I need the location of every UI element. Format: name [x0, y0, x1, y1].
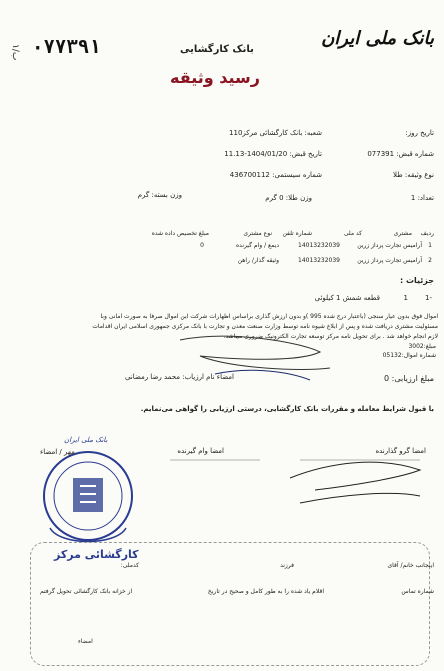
system-number: شماره سیستمی: 436700112 [229, 171, 322, 179]
details-line-2: مسئولیت مشتری دریافت شده و پس از ابلاغ شیوه نامه توسط وزارت صنعت معدن و تجارت با بانک مرکزی جمهوری اسلامی ایران اقدامات [92, 323, 438, 330]
col-row: ردیف [420, 230, 434, 237]
amount-field: مبلغ:3002 [408, 343, 436, 350]
branch-field: شعبه: بانک کارگشائی مرکز110 [229, 129, 322, 137]
item-description: قطعه شمش 1 کیلوئی [314, 294, 380, 302]
row-national-code: 14013232039 [298, 242, 340, 249]
pledgor-signature-label: امضا گرو گذارنده [375, 447, 426, 455]
package-weight: وزن بسته: گرم [137, 191, 182, 199]
item-quantity: 1 [403, 294, 408, 302]
row-index: 1 [428, 242, 432, 249]
stamp-caption: کارگشائی مرکز [54, 548, 139, 561]
stamp-top-text: بانک ملی ایران [64, 436, 108, 444]
receipt-line-1-a: اینجانب خانم/ آقای [387, 562, 434, 569]
receipt-date: تاریخ قبض: 1404/01/20-11.13 [224, 150, 322, 158]
bank-stamp [40, 448, 136, 552]
date-label: تاریخ روز: [405, 129, 434, 137]
row-customer-type: دیمع / وام گیرنده [236, 242, 279, 249]
receipt-line-2-a: شماره تماس [401, 588, 434, 595]
stamp-signature-label: مهر / امضاء [40, 448, 75, 456]
col-amount: مبلغ تخصیص داده شده [151, 230, 209, 237]
gold-weight: وزن طلا: 0 گرم [265, 194, 312, 202]
receipt-signature-label: امضاء [78, 638, 93, 645]
receipt-line-1-c: کدملی: [120, 562, 139, 569]
receipt-acknowledgement-box [30, 542, 430, 666]
serial-prefix: ب/۱ [10, 44, 20, 61]
receipt-number: شماره قبض: 077391 [367, 150, 434, 158]
receipt-line-1-b: فرزند [280, 562, 294, 569]
bank-unit-title: بانک کارگشایی [180, 44, 254, 55]
details-line-3: لازم انجام خواهد شد . برای تحویل نامه مرکز توسعه تجارت الکترونیک ضروری میباشد. [223, 333, 438, 340]
col-phone: شماره تلفن [282, 230, 312, 237]
col-customer-type: نوع مشتری [243, 230, 272, 237]
row-customer: آرامیس تجارت پرداز زرین [357, 242, 422, 249]
details-heading: جزئیات : [399, 276, 434, 285]
bank-logo: بانک ملی ایران [321, 28, 434, 49]
row-customer: آرامیس تجارت پرداز زرین [357, 257, 422, 264]
table-row [104, 242, 434, 252]
col-national-code: کد ملی [343, 230, 362, 237]
appraiser-signature: امضاء نام ارزیاب: محمد رضا رمضانی [124, 373, 234, 381]
document-title: رسید وثیقه [170, 68, 260, 87]
customers-header [104, 230, 434, 240]
pledge-type: نوع وثیقه: طلا [392, 171, 434, 179]
item-count: تعداد: 1 [410, 194, 434, 202]
receipt-line-2-c: از خزانه بانک کارگشائی تحویل گرفتم [40, 588, 133, 595]
property-number: شماره اموال:05132 [382, 352, 436, 359]
row-index: 2 [428, 257, 432, 264]
receipt-line-2-b: اقلام یاد شده را به طور کامل و صحیح در تاریخ [207, 588, 324, 595]
borrower-signature-label: امضا وام گیرنده [177, 447, 224, 455]
table-row [104, 257, 434, 267]
details-line-1: اموال فوق بدون عیار سنجی (باعتبار درج شده 995 )و بدون ارزش گذاری براساس اظهارات شرکت این اموال صرفا به صورت امانی وبا [100, 313, 438, 320]
serial-number: ٠٧٧٣٩١ [32, 36, 101, 58]
row-amount: 0 [200, 242, 204, 249]
appraisal-value: مبلغ ارزیابی: 0 [384, 374, 434, 383]
item-index: 1- [425, 294, 432, 302]
row-national-code: 14013232039 [298, 257, 340, 264]
acceptance-notice: با قبول شرایط معامله و مقررات بانک کارگشایی، درستی ارزیابی را گواهی می‌نمایم. [140, 405, 434, 413]
col-customer: مشتری [393, 230, 412, 237]
row-customer-type: وثیقه گذار/ راهن [237, 257, 279, 264]
